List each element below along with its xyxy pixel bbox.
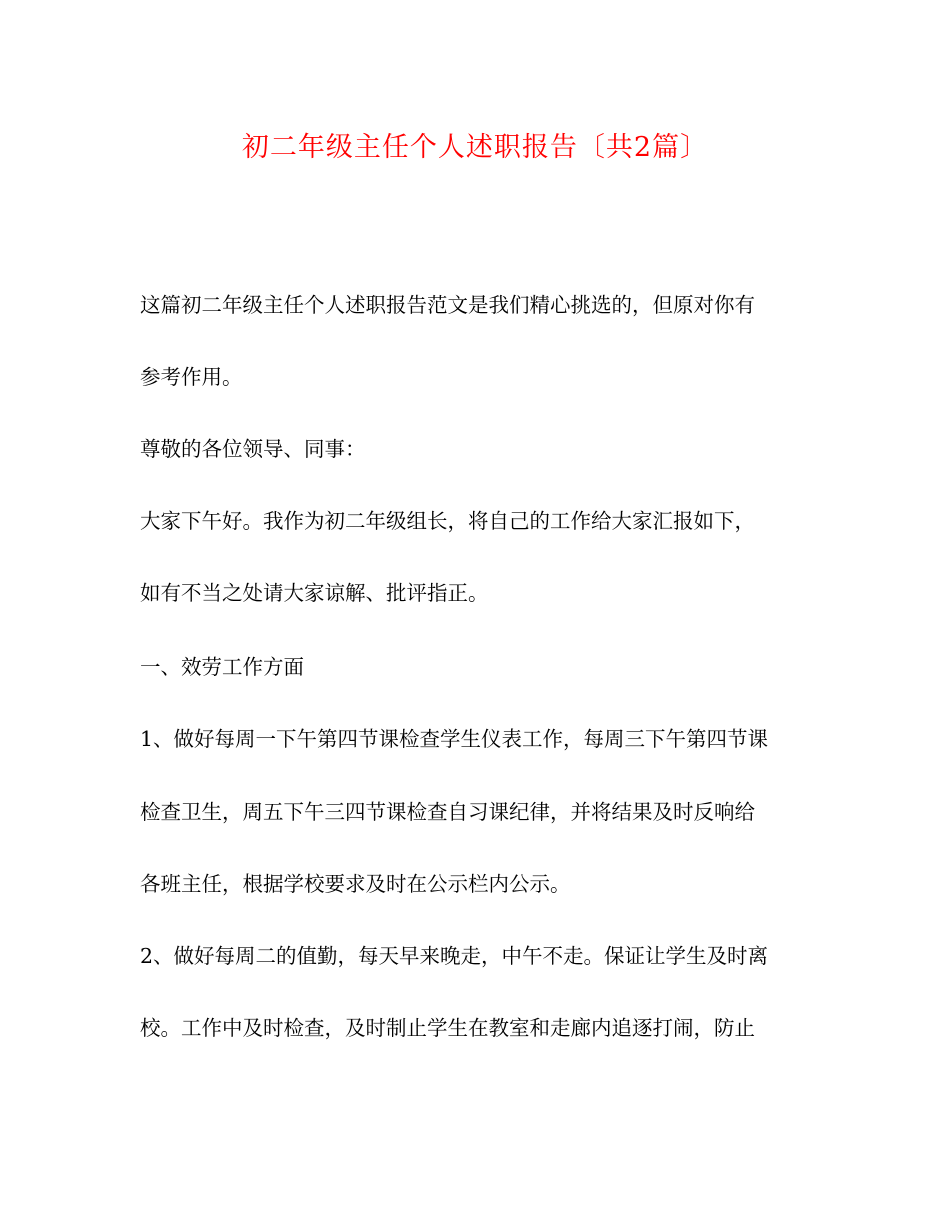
paragraph-line: 如有不当之处请大家谅解、批评指正。: [140, 581, 489, 605]
paragraph-line: 这篇初二年级主任个人述职报告范文是我们精心挑选的，但原对你有: [140, 293, 755, 317]
document-title: 初二年级主任个人述职报告〔共2篇〕: [241, 132, 709, 163]
paragraph-line: 检查卫生，周五下午三四节课检查自习课纪律，并将结果及时反响给: [140, 800, 755, 824]
paragraph-line: 校。工作中及时检查，及时制止学生在教室和走廊内追逐打闹，防止: [140, 1016, 755, 1040]
paragraph-line: 2、做好每周二的值勤，每天早来晚走，中午不走。保证让学生及时离: [140, 944, 769, 968]
paragraph-line: 尊敬的各位领导、同事：: [140, 437, 366, 461]
paragraph-line: 各班主任，根据学校要求及时在公示栏内公示。: [140, 872, 571, 896]
paragraph-line: 1、做好每周一下午第四节课检查学生仪表工作，每周三下午第四节课: [140, 727, 769, 751]
paragraph-line: 参考作用。: [140, 365, 243, 389]
paragraph-line: 大家下午好。我作为初二年级组长，将自己的工作给大家汇报如下，: [140, 509, 755, 533]
section-heading: 一、效劳工作方面: [140, 655, 304, 679]
